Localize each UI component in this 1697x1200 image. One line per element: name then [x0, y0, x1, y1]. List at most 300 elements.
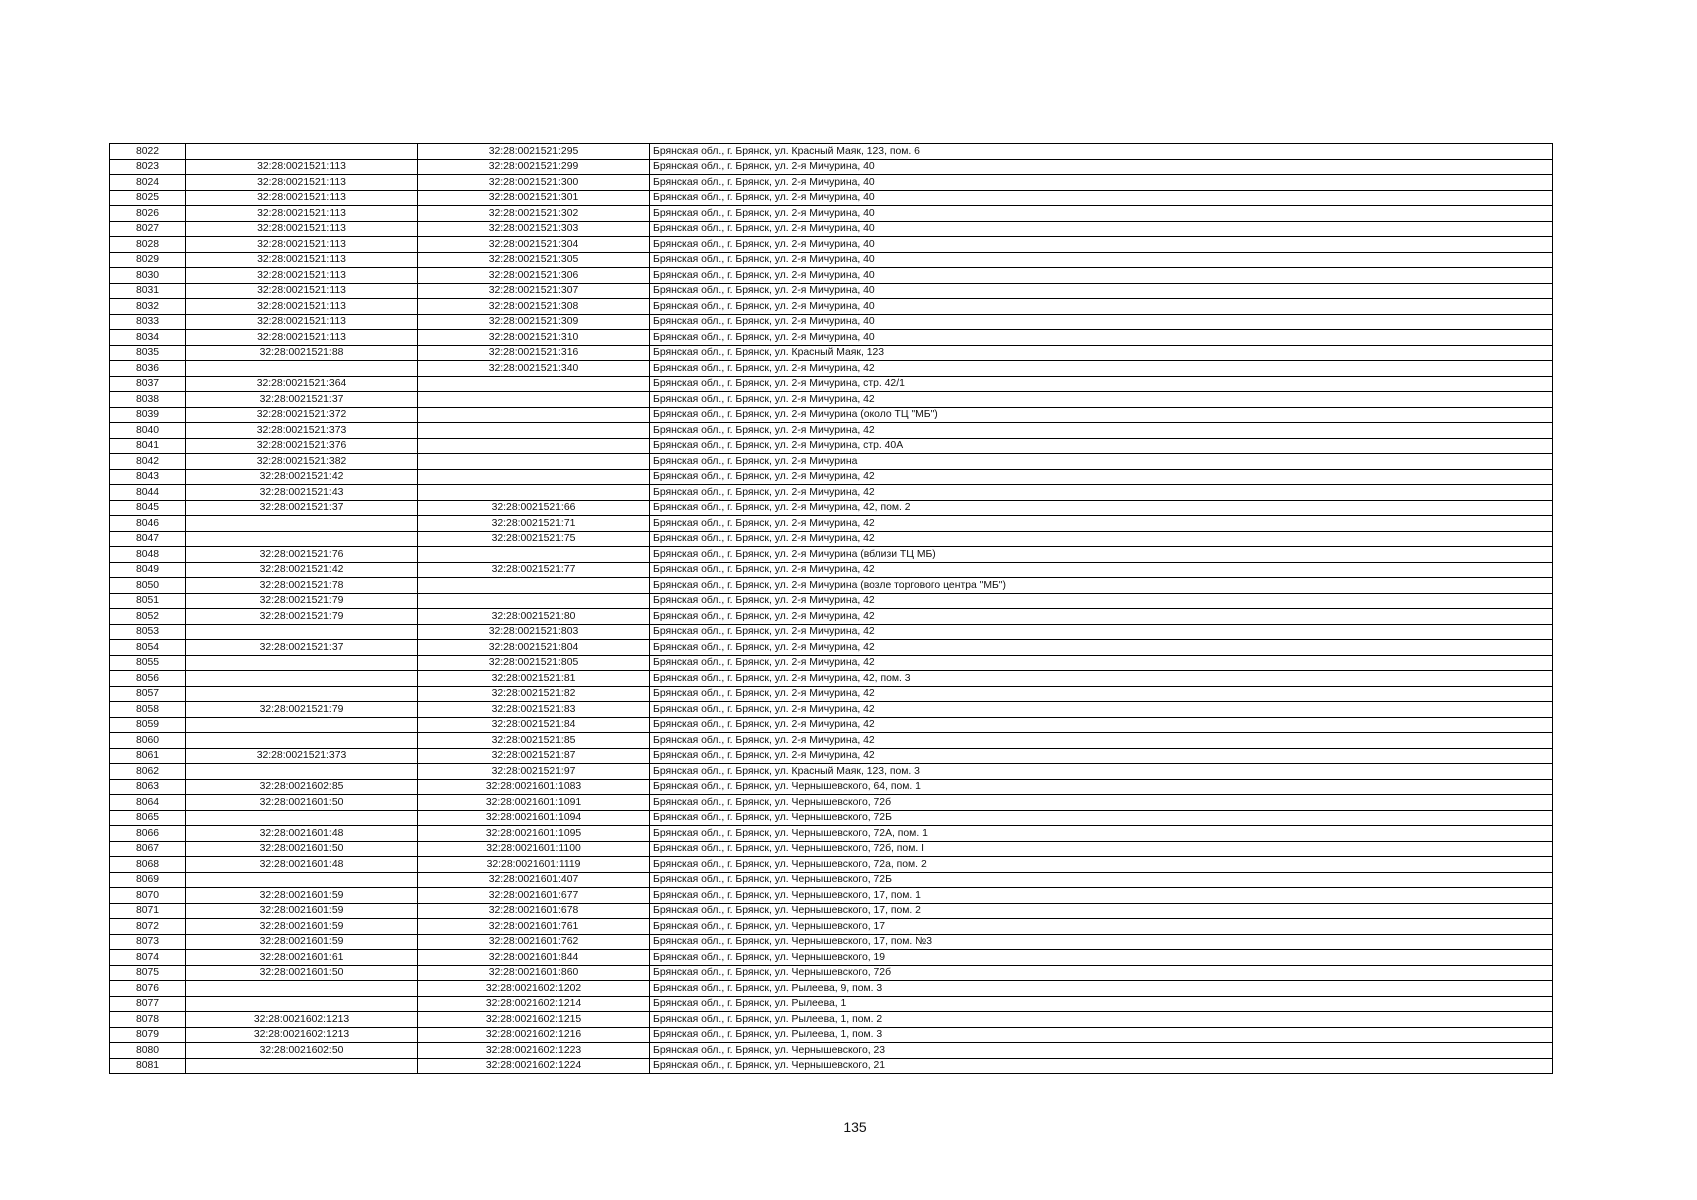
table-row [110, 640, 1553, 656]
address-cell: Брянская обл., г. Брянск, ул. Чернышевского, 72б, пом. I [650, 841, 1553, 857]
parent-cadastral-number-cell [186, 144, 418, 160]
parent-cadastral-number-cell [186, 996, 418, 1012]
cadastral-number-cell: 32:28:0021521:66 [418, 500, 650, 516]
cadastral-number-cell: 32:28:0021521:84 [418, 717, 650, 733]
table-row [110, 175, 1553, 191]
cadastral-number-cell: 32:28:0021521:340 [418, 361, 650, 377]
address-cell: Брянская обл., г. Брянск, ул. 2-я Мичурина, 40 [650, 221, 1553, 237]
table-row [110, 407, 1553, 423]
address-cell: Брянская обл., г. Брянск, ул. 2-я Мичурина, 42 [650, 717, 1553, 733]
cadastral-number-cell: 32:28:0021521:77 [418, 562, 650, 578]
table-row [110, 469, 1553, 485]
table-row [110, 361, 1553, 377]
address-cell: Брянская обл., г. Брянск, ул. 2-я Мичурина, 42 [650, 733, 1553, 749]
cadastral-number-cell: 32:28:0021521:304 [418, 237, 650, 253]
row-number-cell: 8070 [110, 888, 186, 904]
row-number-cell: 8072 [110, 919, 186, 935]
parent-cadastral-number-cell: 32:28:0021602:1213 [186, 1012, 418, 1028]
row-number-cell: 8044 [110, 485, 186, 501]
cadastral-number-cell: 32:28:0021601:1091 [418, 795, 650, 811]
row-number-cell: 8079 [110, 1027, 186, 1043]
cadastral-number-cell: 32:28:0021601:677 [418, 888, 650, 904]
row-number-cell: 8052 [110, 609, 186, 625]
parent-cadastral-number-cell: 32:28:0021521:79 [186, 702, 418, 718]
parent-cadastral-number-cell: 32:28:0021521:43 [186, 485, 418, 501]
table-row [110, 733, 1553, 749]
row-number-cell: 8048 [110, 547, 186, 563]
parent-cadastral-number-cell: 32:28:0021521:113 [186, 314, 418, 330]
row-number-cell: 8037 [110, 376, 186, 392]
parent-cadastral-number-cell: 32:28:0021601:48 [186, 857, 418, 873]
row-number-cell: 8050 [110, 578, 186, 594]
row-number-cell: 8078 [110, 1012, 186, 1028]
parent-cadastral-number-cell: 32:28:0021521:373 [186, 423, 418, 439]
cadastral-number-cell [418, 547, 650, 563]
cadastral-number-cell [418, 392, 650, 408]
row-number-cell: 8031 [110, 283, 186, 299]
row-number-cell: 8025 [110, 190, 186, 206]
address-cell: Брянская обл., г. Брянск, ул. Чернышевского, 23 [650, 1043, 1553, 1059]
address-cell: Брянская обл., г. Брянск, ул. 2-я Мичурина (вблизи ТЦ МБ) [650, 547, 1553, 563]
row-number-cell: 8057 [110, 686, 186, 702]
address-cell: Брянская обл., г. Брянск, ул. 2-я Мичурина, 42 [650, 485, 1553, 501]
address-cell: Брянская обл., г. Брянск, ул. Чернышевского, 72б [650, 795, 1553, 811]
parent-cadastral-number-cell [186, 872, 418, 888]
row-number-cell: 8055 [110, 655, 186, 671]
parent-cadastral-number-cell: 32:28:0021521:78 [186, 578, 418, 594]
row-number-cell: 8030 [110, 268, 186, 284]
address-cell: Брянская обл., г. Брянск, ул. Чернышевского, 21 [650, 1058, 1553, 1074]
address-cell: Брянская обл., г. Брянск, ул. Чернышевского, 64, пом. 1 [650, 779, 1553, 795]
table-row [110, 500, 1553, 516]
address-cell: Брянская обл., г. Брянск, ул. 2-я Мичурина, 40 [650, 252, 1553, 268]
cadastral-number-cell: 32:28:0021521:308 [418, 299, 650, 315]
row-number-cell: 8045 [110, 500, 186, 516]
cadastral-number-cell: 32:28:0021521:307 [418, 283, 650, 299]
row-number-cell: 8026 [110, 206, 186, 222]
address-cell: Брянская обл., г. Брянск, ул. 2-я Мичурина, 42 [650, 624, 1553, 640]
address-cell: Брянская обл., г. Брянск, ул. Рылеева, 1, пом. 2 [650, 1012, 1553, 1028]
row-number-cell: 8077 [110, 996, 186, 1012]
address-cell: Брянская обл., г. Брянск, ул. Красный Маяк, 123, пом. 3 [650, 764, 1553, 780]
parent-cadastral-number-cell [186, 717, 418, 733]
parent-cadastral-number-cell: 32:28:0021521:42 [186, 562, 418, 578]
table-row [110, 454, 1553, 470]
parent-cadastral-number-cell [186, 733, 418, 749]
cadastral-number-cell: 32:28:0021521:305 [418, 252, 650, 268]
parent-cadastral-number-cell: 32:28:0021601:59 [186, 934, 418, 950]
parent-cadastral-number-cell: 32:28:0021521:113 [186, 330, 418, 346]
cadastral-number-cell: 32:28:0021521:804 [418, 640, 650, 656]
cadastral-number-cell: 32:28:0021521:295 [418, 144, 650, 160]
cadastral-number-cell: 32:28:0021521:309 [418, 314, 650, 330]
parent-cadastral-number-cell: 32:28:0021521:382 [186, 454, 418, 470]
parent-cadastral-number-cell: 32:28:0021521:113 [186, 221, 418, 237]
cadastral-number-cell: 32:28:0021601:1095 [418, 826, 650, 842]
cadastral-number-cell [418, 454, 650, 470]
address-cell: Брянская обл., г. Брянск, ул. 2-я Мичурина (возле торгового центра "МБ") [650, 578, 1553, 594]
parent-cadastral-number-cell: 32:28:0021521:37 [186, 640, 418, 656]
address-cell: Брянская обл., г. Брянск, ул. Рылеева, 9, пом. 3 [650, 981, 1553, 997]
table-row [110, 686, 1553, 702]
table-row [110, 795, 1553, 811]
parent-cadastral-number-cell: 32:28:0021521:76 [186, 547, 418, 563]
cadastral-number-cell: 32:28:0021602:1216 [418, 1027, 650, 1043]
parent-cadastral-number-cell: 32:28:0021601:59 [186, 888, 418, 904]
row-number-cell: 8068 [110, 857, 186, 873]
row-number-cell: 8058 [110, 702, 186, 718]
parent-cadastral-number-cell [186, 671, 418, 687]
parent-cadastral-number-cell: 32:28:0021521:113 [186, 299, 418, 315]
table-row [110, 392, 1553, 408]
address-cell: Брянская обл., г. Брянск, ул. 2-я Мичурина, 42 [650, 655, 1553, 671]
table-row [110, 237, 1553, 253]
row-number-cell: 8028 [110, 237, 186, 253]
cadastral-number-cell: 32:28:0021521:80 [418, 609, 650, 625]
parent-cadastral-number-cell: 32:28:0021521:364 [186, 376, 418, 392]
table-row [110, 268, 1553, 284]
parent-cadastral-number-cell: 32:28:0021521:113 [186, 159, 418, 175]
address-cell: Брянская обл., г. Брянск, ул. 2-я Мичурина [650, 454, 1553, 470]
row-number-cell: 8035 [110, 345, 186, 361]
cadastral-number-cell [418, 423, 650, 439]
table-row [110, 764, 1553, 780]
address-cell: Брянская обл., г. Брянск, ул. 2-я Мичурина, 42 [650, 748, 1553, 764]
parent-cadastral-number-cell [186, 686, 418, 702]
row-number-cell: 8022 [110, 144, 186, 160]
address-cell: Брянская обл., г. Брянск, ул. 2-я Мичурина, 42 [650, 609, 1553, 625]
table-row [110, 593, 1553, 609]
table-row [110, 485, 1553, 501]
row-number-cell: 8062 [110, 764, 186, 780]
table-row [110, 206, 1553, 222]
parent-cadastral-number-cell: 32:28:0021521:113 [186, 268, 418, 284]
table-row [110, 423, 1553, 439]
cadastral-number-cell: 32:28:0021521:83 [418, 702, 650, 718]
row-number-cell: 8071 [110, 903, 186, 919]
table-row [110, 314, 1553, 330]
row-number-cell: 8027 [110, 221, 186, 237]
row-number-cell: 8061 [110, 748, 186, 764]
row-number-cell: 8032 [110, 299, 186, 315]
address-cell: Брянская обл., г. Брянск, ул. Красный Маяк, 123, пом. 6 [650, 144, 1553, 160]
cadastral-number-cell: 32:28:0021601:1083 [418, 779, 650, 795]
cadastral-number-cell: 32:28:0021521:805 [418, 655, 650, 671]
table-row [110, 438, 1553, 454]
cadastral-number-cell: 32:28:0021521:82 [418, 686, 650, 702]
row-number-cell: 8059 [110, 717, 186, 733]
table-row [110, 1058, 1553, 1074]
cadastral-number-cell: 32:28:0021521:81 [418, 671, 650, 687]
address-cell: Брянская обл., г. Брянск, ул. 2-я Мичурина, 40 [650, 268, 1553, 284]
parent-cadastral-number-cell: 32:28:0021521:113 [186, 190, 418, 206]
parent-cadastral-number-cell [186, 810, 418, 826]
table-row [110, 547, 1553, 563]
table-row [110, 857, 1553, 873]
row-number-cell: 8051 [110, 593, 186, 609]
parent-cadastral-number-cell [186, 531, 418, 547]
address-cell: Брянская обл., г. Брянск, ул. 2-я Мичурина (около ТЦ "МБ") [650, 407, 1553, 423]
address-cell: Брянская обл., г. Брянск, ул. 2-я Мичурина, 42 [650, 562, 1553, 578]
cadastral-number-cell: 32:28:0021521:303 [418, 221, 650, 237]
row-number-cell: 8024 [110, 175, 186, 191]
table-row [110, 190, 1553, 206]
cadastral-number-cell: 32:28:0021521:306 [418, 268, 650, 284]
cadastral-number-cell: 32:28:0021601:860 [418, 965, 650, 981]
address-cell: Брянская обл., г. Брянск, ул. 2-я Мичурина, 40 [650, 190, 1553, 206]
cadastral-number-cell: 32:28:0021521:85 [418, 733, 650, 749]
cadastral-number-cell: 32:28:0021521:299 [418, 159, 650, 175]
parent-cadastral-number-cell: 32:28:0021521:113 [186, 206, 418, 222]
cadastral-number-cell [418, 376, 650, 392]
table-row [110, 1043, 1553, 1059]
cadastral-number-cell: 32:28:0021521:75 [418, 531, 650, 547]
table-row [110, 221, 1553, 237]
parent-cadastral-number-cell [186, 764, 418, 780]
address-cell: Брянская обл., г. Брянск, ул. 2-я Мичурина, 42 [650, 361, 1553, 377]
row-number-cell: 8067 [110, 841, 186, 857]
row-number-cell: 8040 [110, 423, 186, 439]
address-cell: Брянская обл., г. Брянск, ул. 2-я Мичурина, стр. 42/1 [650, 376, 1553, 392]
table-row [110, 609, 1553, 625]
cadastral-number-cell: 32:28:0021601:762 [418, 934, 650, 950]
parent-cadastral-number-cell: 32:28:0021521:376 [186, 438, 418, 454]
table-row [110, 159, 1553, 175]
address-cell: Брянская обл., г. Брянск, ул. Рылеева, 1, пом. 3 [650, 1027, 1553, 1043]
cadastral-number-cell [418, 485, 650, 501]
parent-cadastral-number-cell [186, 624, 418, 640]
cadastral-register-table [109, 143, 1553, 1074]
address-cell: Брянская обл., г. Брянск, ул. 2-я Мичурина, 42 [650, 392, 1553, 408]
parent-cadastral-number-cell: 32:28:0021521:79 [186, 609, 418, 625]
address-cell: Брянская обл., г. Брянск, ул. 2-я Мичурина, 40 [650, 175, 1553, 191]
table-row [110, 283, 1553, 299]
row-number-cell: 8073 [110, 934, 186, 950]
address-cell: Брянская обл., г. Брянск, ул. Чернышевского, 72б [650, 965, 1553, 981]
table-row [110, 299, 1553, 315]
parent-cadastral-number-cell: 32:28:0021601:50 [186, 965, 418, 981]
address-cell: Брянская обл., г. Брянск, ул. Чернышевского, 17 [650, 919, 1553, 935]
cadastral-number-cell: 32:28:0021602:1214 [418, 996, 650, 1012]
cadastral-number-cell: 32:28:0021601:1094 [418, 810, 650, 826]
address-cell: Брянская обл., г. Брянск, ул. 2-я Мичурина, 42 [650, 516, 1553, 532]
address-cell: Брянская обл., г. Брянск, ул. Чернышевского, 19 [650, 950, 1553, 966]
address-cell: Брянская обл., г. Брянск, ул. 2-я Мичурина, 42, пом. 3 [650, 671, 1553, 687]
table-row [110, 965, 1553, 981]
table-row [110, 748, 1553, 764]
table-row [110, 144, 1553, 160]
cadastral-number-cell [418, 469, 650, 485]
row-number-cell: 8080 [110, 1043, 186, 1059]
address-cell: Брянская обл., г. Брянск, ул. Чернышевского, 17, пом. 1 [650, 888, 1553, 904]
table-row [110, 810, 1553, 826]
parent-cadastral-number-cell [186, 655, 418, 671]
row-number-cell: 8069 [110, 872, 186, 888]
cadastral-number-cell: 32:28:0021601:1119 [418, 857, 650, 873]
table-row [110, 950, 1553, 966]
table-row [110, 671, 1553, 687]
address-cell: Брянская обл., г. Брянск, ул. Чернышевского, 17, пом. №3 [650, 934, 1553, 950]
parent-cadastral-number-cell: 32:28:0021521:42 [186, 469, 418, 485]
address-cell: Брянская обл., г. Брянск, ул. Рылеева, 1 [650, 996, 1553, 1012]
parent-cadastral-number-cell: 32:28:0021521:372 [186, 407, 418, 423]
address-cell: Брянская обл., г. Брянск, ул. 2-я Мичурина, 40 [650, 159, 1553, 175]
address-cell: Брянская обл., г. Брянск, ул. 2-я Мичурина, 42 [650, 423, 1553, 439]
table-row [110, 624, 1553, 640]
cadastral-number-cell: 32:28:0021601:407 [418, 872, 650, 888]
address-cell: Брянская обл., г. Брянск, ул. 2-я Мичурина, 42, пом. 2 [650, 500, 1553, 516]
cadastral-number-cell: 32:28:0021521:87 [418, 748, 650, 764]
table-row [110, 578, 1553, 594]
parent-cadastral-number-cell [186, 981, 418, 997]
table-row [110, 376, 1553, 392]
address-cell: Брянская обл., г. Брянск, ул. 2-я Мичурина, 42 [650, 593, 1553, 609]
row-number-cell: 8046 [110, 516, 186, 532]
table-row [110, 345, 1553, 361]
table-row [110, 531, 1553, 547]
table-row [110, 826, 1553, 842]
address-cell: Брянская обл., г. Брянск, ул. 2-я Мичурина, 42 [650, 702, 1553, 718]
address-cell: Брянская обл., г. Брянск, ул. Чернышевского, 72А, пом. 1 [650, 826, 1553, 842]
row-number-cell: 8054 [110, 640, 186, 656]
row-number-cell: 8033 [110, 314, 186, 330]
row-number-cell: 8074 [110, 950, 186, 966]
table-row [110, 562, 1553, 578]
row-number-cell: 8043 [110, 469, 186, 485]
parent-cadastral-number-cell [186, 516, 418, 532]
table-row [110, 1012, 1553, 1028]
cadastral-number-cell: 32:28:0021602:1223 [418, 1043, 650, 1059]
register-table-body [110, 144, 1553, 1074]
table-row [110, 252, 1553, 268]
row-number-cell: 8075 [110, 965, 186, 981]
row-number-cell: 8076 [110, 981, 186, 997]
row-number-cell: 8053 [110, 624, 186, 640]
cadastral-number-cell: 32:28:0021602:1202 [418, 981, 650, 997]
row-number-cell: 8042 [110, 454, 186, 470]
row-number-cell: 8063 [110, 779, 186, 795]
address-cell: Брянская обл., г. Брянск, ул. 2-я Мичурина, 40 [650, 206, 1553, 222]
address-cell: Брянская обл., г. Брянск, ул. 2-я Мичурина, 42 [650, 640, 1553, 656]
table-row [110, 1027, 1553, 1043]
row-number-cell: 8034 [110, 330, 186, 346]
cadastral-number-cell: 32:28:0021521:803 [418, 624, 650, 640]
address-cell: Брянская обл., г. Брянск, ул. Чернышевского, 72а, пом. 2 [650, 857, 1553, 873]
cadastral-number-cell: 32:28:0021521:302 [418, 206, 650, 222]
table-row [110, 330, 1553, 346]
table-row [110, 888, 1553, 904]
cadastral-number-cell: 32:28:0021602:1215 [418, 1012, 650, 1028]
address-cell: Брянская обл., г. Брянск, ул. 2-я Мичурина, 40 [650, 314, 1553, 330]
address-cell: Брянская обл., г. Брянск, ул. Чернышевского, 17, пом. 2 [650, 903, 1553, 919]
parent-cadastral-number-cell [186, 361, 418, 377]
parent-cadastral-number-cell: 32:28:0021521:113 [186, 252, 418, 268]
cadastral-number-cell: 32:28:0021602:1224 [418, 1058, 650, 1074]
address-cell: Брянская обл., г. Брянск, ул. Чернышевского, 72Б [650, 872, 1553, 888]
address-cell: Брянская обл., г. Брянск, ул. 2-я Мичурина, 40 [650, 330, 1553, 346]
cadastral-number-cell: 32:28:0021601:1100 [418, 841, 650, 857]
address-cell: Брянская обл., г. Брянск, ул. Красный Маяк, 123 [650, 345, 1553, 361]
parent-cadastral-number-cell: 32:28:0021521:113 [186, 175, 418, 191]
cadastral-number-cell: 32:28:0021601:761 [418, 919, 650, 935]
cadastral-number-cell: 32:28:0021521:310 [418, 330, 650, 346]
address-cell: Брянская обл., г. Брянск, ул. 2-я Мичурина, 40 [650, 237, 1553, 253]
parent-cadastral-number-cell: 32:28:0021601:50 [186, 841, 418, 857]
cadastral-number-cell: 32:28:0021521:316 [418, 345, 650, 361]
parent-cadastral-number-cell [186, 1058, 418, 1074]
row-number-cell: 8047 [110, 531, 186, 547]
parent-cadastral-number-cell: 32:28:0021602:1213 [186, 1027, 418, 1043]
address-cell: Брянская обл., г. Брянск, ул. 2-я Мичурина, 40 [650, 299, 1553, 315]
table-row [110, 702, 1553, 718]
cadastral-number-cell: 32:28:0021601:844 [418, 950, 650, 966]
cadastral-number-cell [418, 593, 650, 609]
row-number-cell: 8041 [110, 438, 186, 454]
table-row [110, 903, 1553, 919]
cadastral-number-cell: 32:28:0021521:300 [418, 175, 650, 191]
row-number-cell: 8065 [110, 810, 186, 826]
table-row [110, 996, 1553, 1012]
parent-cadastral-number-cell: 32:28:0021601:61 [186, 950, 418, 966]
parent-cadastral-number-cell: 32:28:0021601:48 [186, 826, 418, 842]
cadastral-number-cell [418, 407, 650, 423]
row-number-cell: 8023 [110, 159, 186, 175]
table-row [110, 841, 1553, 857]
cadastral-number-cell: 32:28:0021521:301 [418, 190, 650, 206]
parent-cadastral-number-cell: 32:28:0021521:37 [186, 500, 418, 516]
parent-cadastral-number-cell: 32:28:0021601:50 [186, 795, 418, 811]
row-number-cell: 8064 [110, 795, 186, 811]
parent-cadastral-number-cell: 32:28:0021521:113 [186, 237, 418, 253]
row-number-cell: 8056 [110, 671, 186, 687]
cadastral-number-cell [418, 438, 650, 454]
parent-cadastral-number-cell: 32:28:0021521:88 [186, 345, 418, 361]
parent-cadastral-number-cell: 32:28:0021602:85 [186, 779, 418, 795]
row-number-cell: 8049 [110, 562, 186, 578]
table-row [110, 779, 1553, 795]
table-row [110, 655, 1553, 671]
address-cell: Брянская обл., г. Брянск, ул. Чернышевского, 72Б [650, 810, 1553, 826]
address-cell: Брянская обл., г. Брянск, ул. 2-я Мичурина, 42 [650, 531, 1553, 547]
table-row [110, 717, 1553, 733]
row-number-cell: 8036 [110, 361, 186, 377]
row-number-cell: 8066 [110, 826, 186, 842]
parent-cadastral-number-cell: 32:28:0021521:37 [186, 392, 418, 408]
page-number: 135 [843, 1119, 867, 1135]
cadastral-number-cell: 32:28:0021601:678 [418, 903, 650, 919]
parent-cadastral-number-cell: 32:28:0021521:373 [186, 748, 418, 764]
parent-cadastral-number-cell: 32:28:0021602:50 [186, 1043, 418, 1059]
address-cell: Брянская обл., г. Брянск, ул. 2-я Мичурина, 40 [650, 283, 1553, 299]
row-number-cell: 8038 [110, 392, 186, 408]
parent-cadastral-number-cell: 32:28:0021521:113 [186, 283, 418, 299]
parent-cadastral-number-cell: 32:28:0021521:79 [186, 593, 418, 609]
row-number-cell: 8039 [110, 407, 186, 423]
row-number-cell: 8029 [110, 252, 186, 268]
row-number-cell: 8060 [110, 733, 186, 749]
parent-cadastral-number-cell: 32:28:0021601:59 [186, 919, 418, 935]
cadastral-number-cell [418, 578, 650, 594]
cadastral-number-cell: 32:28:0021521:97 [418, 764, 650, 780]
cadastral-number-cell: 32:28:0021521:71 [418, 516, 650, 532]
table-row [110, 981, 1553, 997]
address-cell: Брянская обл., г. Брянск, ул. 2-я Мичурина, 42 [650, 686, 1553, 702]
address-cell: Брянская обл., г. Брянск, ул. 2-я Мичурина, 42 [650, 469, 1553, 485]
table-row [110, 919, 1553, 935]
parent-cadastral-number-cell: 32:28:0021601:59 [186, 903, 418, 919]
row-number-cell: 8081 [110, 1058, 186, 1074]
table-row [110, 872, 1553, 888]
